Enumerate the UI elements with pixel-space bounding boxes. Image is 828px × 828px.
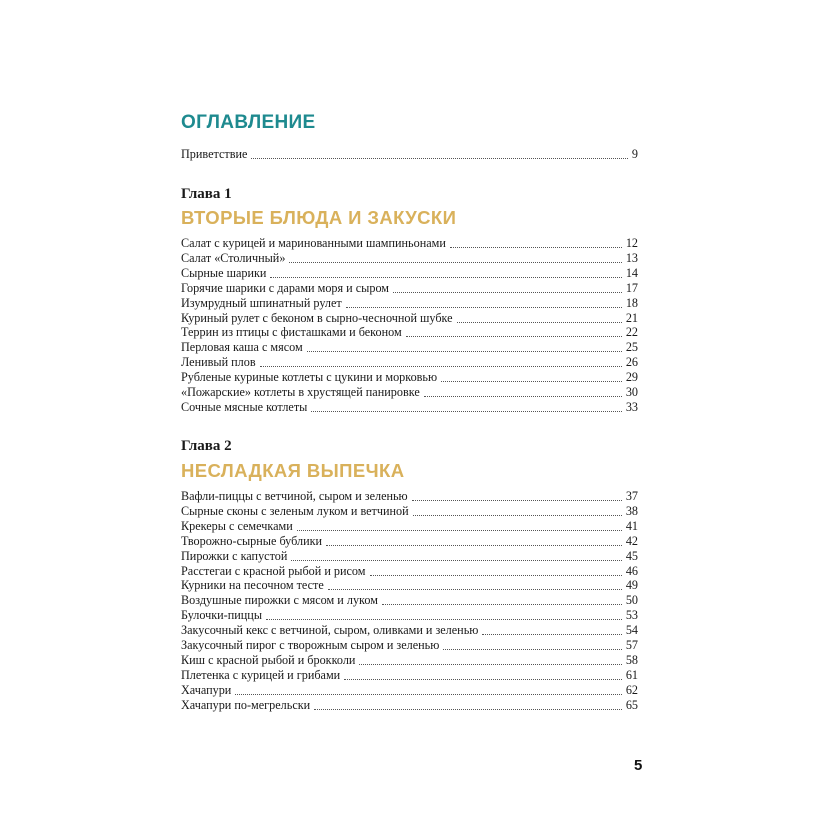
toc-entry[interactable]: [181, 668, 638, 683]
dot-leader: [326, 545, 622, 546]
entry-label: Горячие шарики с дарами моря и сыром: [181, 280, 390, 295]
entry-page: 41: [625, 518, 638, 533]
entry-label: Киш с красной рыбой и брокколи: [181, 652, 356, 667]
dot-leader: [406, 336, 622, 337]
toc-entry-intro[interactable]: [181, 147, 638, 162]
entry-page: 13: [625, 250, 638, 265]
toc-entry[interactable]: [181, 698, 638, 713]
toc-entry[interactable]: [181, 549, 638, 564]
entry-label: Плетенка с курицей и грибами: [181, 667, 341, 682]
chapter-1-title: ВТОРЫЕ БЛЮДА И ЗАКУСКИ: [181, 207, 457, 228]
chapter-2-number: Глава 2: [181, 438, 232, 454]
dot-leader: [393, 292, 622, 293]
dot-leader: [370, 575, 622, 576]
entry-label: Закусочный пирог с творожным сыром и зеленью: [181, 638, 440, 652]
entry-label: Сырные шарики: [181, 265, 267, 280]
entry-page: 18: [625, 295, 638, 310]
toc-entry[interactable]: [181, 311, 638, 326]
entry-page: 42: [625, 533, 638, 548]
entry-page: 62: [625, 682, 638, 697]
entry-label: Хачапури: [181, 682, 232, 697]
entry-label: «Пожарские» котлеты в хрустящей панировке: [181, 385, 420, 399]
dot-leader: [297, 530, 622, 531]
entry-page: 33: [625, 399, 638, 414]
entry-page: 50: [625, 593, 638, 608]
entry-label: Перловая каша с мясом: [181, 340, 303, 355]
entry-label: Пирожки с капустой: [181, 548, 288, 563]
entry-page: 65: [625, 697, 638, 712]
dot-leader: [344, 679, 622, 680]
entry-label: Изумрудный шпинатный рулет: [181, 295, 342, 310]
entry-page: 17: [625, 280, 638, 295]
toc-entry[interactable]: [181, 623, 638, 638]
dot-leader: [260, 366, 622, 367]
toc-entry[interactable]: [181, 325, 638, 340]
toc-entry[interactable]: [181, 489, 638, 504]
dot-leader: [235, 694, 621, 695]
entry-page: 54: [625, 623, 638, 638]
entry-label: Вафли-пиццы с ветчиной, сыром и зеленью: [181, 489, 408, 503]
toc-entry[interactable]: [181, 638, 638, 653]
dot-leader: [412, 500, 622, 501]
entry-page: 46: [625, 563, 638, 578]
dot-leader: [270, 277, 621, 278]
toc-entry[interactable]: [181, 385, 638, 400]
toc-entry[interactable]: [181, 608, 638, 623]
entry-label: Рубленые куриные котлеты с цукини и морковью: [181, 370, 438, 385]
entry-page: 12: [625, 236, 638, 250]
dot-leader: [266, 619, 622, 620]
entry-label: Приветствие: [181, 147, 248, 161]
entry-label: Творожно-сырные бублики: [181, 533, 323, 548]
dot-leader: [441, 381, 622, 382]
entry-page: 9: [631, 147, 638, 161]
entry-page: 61: [625, 667, 638, 682]
entry-page: 14: [625, 265, 638, 280]
dot-leader: [291, 560, 621, 561]
dot-leader: [424, 396, 622, 397]
entry-page: 57: [625, 638, 638, 652]
toc-entry[interactable]: [181, 593, 638, 608]
entry-label: Хачапури по-мегрельски: [181, 697, 311, 712]
toc-entry[interactable]: [181, 578, 638, 593]
entry-page: 53: [625, 608, 638, 623]
entry-page: 58: [625, 652, 638, 667]
entry-page: 38: [625, 503, 638, 518]
toc-entry[interactable]: [181, 236, 638, 251]
chapter-2-title: НЕСЛАДКАЯ ВЫПЕЧКА: [181, 460, 405, 481]
entry-label: Закусочный кекс с ветчиной, сыром, оливками и зеленью: [181, 623, 479, 638]
toc-entry[interactable]: [181, 564, 638, 579]
toc-entry[interactable]: [181, 266, 638, 281]
toc-entry[interactable]: [181, 400, 638, 415]
entry-page: 25: [625, 340, 638, 355]
toc-entry[interactable]: [181, 683, 638, 698]
entry-page: 49: [625, 578, 638, 593]
dot-leader: [457, 322, 622, 323]
page-number: 5: [634, 757, 643, 774]
entry-label: Куриный рулет с беконом в сырно-чесночной шубке: [181, 310, 453, 325]
entry-label: Сырные сконы с зеленым луком и ветчиной: [181, 503, 409, 518]
toc-entry[interactable]: [181, 519, 638, 534]
entry-page: 29: [625, 370, 638, 385]
toc-entry[interactable]: [181, 653, 638, 668]
entry-label: Расстегаи с красной рыбой и рисом: [181, 563, 366, 578]
toc-entry[interactable]: [181, 534, 638, 549]
entry-page: 26: [625, 355, 638, 370]
dot-leader: [382, 604, 622, 605]
dot-leader: [251, 158, 627, 159]
entry-label: Ленивый плов: [181, 355, 256, 370]
toc-entry[interactable]: [181, 281, 638, 296]
entry-label: Крекеры с семечками: [181, 518, 293, 533]
entry-page: 22: [625, 325, 638, 340]
dot-leader: [450, 247, 622, 248]
entry-label: Курники на песочном тесте: [181, 578, 324, 593]
toc-entry[interactable]: [181, 340, 638, 355]
toc-entry[interactable]: [181, 370, 638, 385]
dot-leader: [307, 351, 622, 352]
dot-leader: [413, 515, 622, 516]
entry-label: Булочки-пиццы: [181, 608, 263, 623]
entry-label: Террин из птицы с фисташками и беконом: [181, 325, 402, 340]
dot-leader: [328, 589, 622, 590]
entry-label: Салат с курицей и маринованными шампиньонами: [181, 236, 446, 250]
dot-leader: [359, 664, 621, 665]
entry-page: 30: [625, 385, 638, 399]
dot-leader: [482, 634, 621, 635]
toc-entry[interactable]: [181, 355, 638, 370]
dot-leader: [311, 411, 621, 412]
toc-title: ОГЛАВЛЕНИЕ: [181, 112, 316, 133]
entry-label: Салат «Столичный»: [181, 250, 286, 265]
entry-page: 21: [625, 310, 638, 325]
entry-label: Сочные мясные котлеты: [181, 399, 308, 414]
toc-entry[interactable]: [181, 504, 638, 519]
toc-entry[interactable]: [181, 296, 638, 311]
dot-leader: [289, 262, 621, 263]
toc-entry[interactable]: [181, 251, 638, 266]
entry-page: 45: [625, 548, 638, 563]
entry-page: 37: [625, 489, 638, 503]
chapter-1-number: Глава 1: [181, 186, 232, 202]
dot-leader: [346, 307, 622, 308]
entry-label: Воздушные пирожки с мясом и луком: [181, 593, 378, 608]
dot-leader: [443, 649, 621, 650]
dot-leader: [314, 709, 622, 710]
